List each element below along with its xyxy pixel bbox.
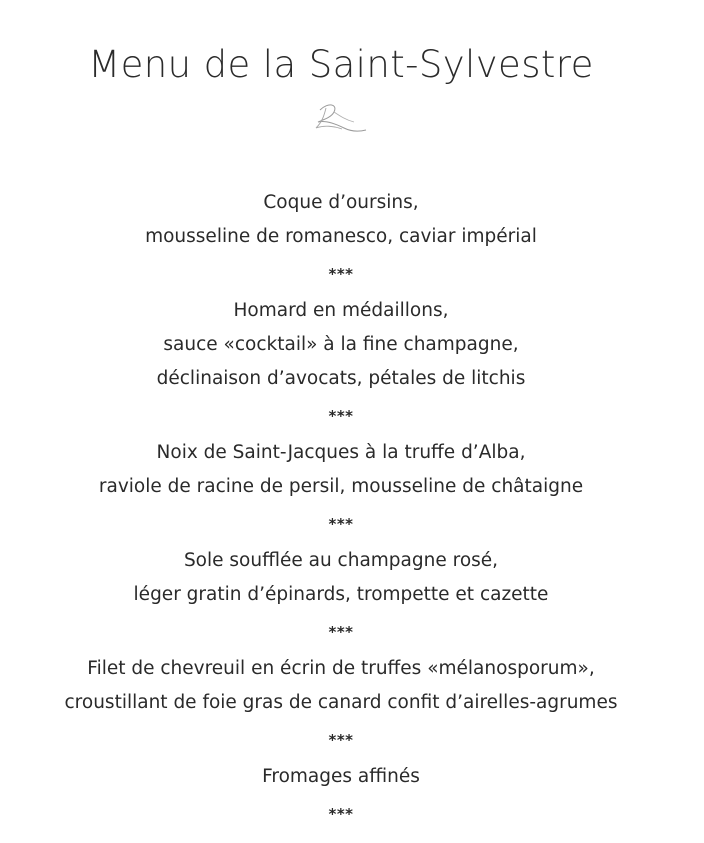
course-line: sauce «cocktail» à la fine champagne, — [163, 334, 519, 355]
course-line: Filet de chevreuil en écrin de truffes «mélanosporum», — [87, 658, 595, 679]
course-line: déclinaison d’avocats, pétales de litchis — [156, 368, 526, 389]
course-line: croustillant de foie gras de canard confit d’airelles-agrumes — [64, 692, 618, 713]
course-6 — [0, 760, 682, 794]
course-line: Noix de Saint-Jacques à la truffe d’Alba, — [156, 442, 526, 463]
course-5 — [0, 652, 682, 720]
course-3 — [0, 436, 682, 504]
course-1 — [0, 186, 682, 254]
course-separator: *** — [328, 623, 354, 641]
course-line: Coque d’oursins, — [263, 192, 419, 213]
course-line: Fromages affinés — [262, 766, 420, 787]
menu-courses — [0, 186, 682, 834]
course-line: léger gratin d’épinards, trompette et cazette — [133, 584, 549, 605]
course-line: mousseline de romanesco, caviar impérial — [145, 226, 537, 247]
course-line: Sole soufflée au champagne rosé, — [183, 550, 499, 571]
course-separator: *** — [328, 515, 354, 533]
course-line: raviole de racine de persil, mousseline de châtaigne — [98, 476, 584, 497]
course-separator: *** — [328, 407, 354, 425]
page-title: Menu de la Saint-Sylvestre — [88, 42, 594, 86]
course-separator: *** — [328, 805, 354, 823]
signature-monogram-icon — [310, 98, 370, 134]
course-line: Homard en médaillons, — [233, 300, 449, 321]
course-separator: *** — [328, 265, 354, 283]
course-4 — [0, 544, 682, 612]
course-separator: *** — [328, 731, 354, 749]
course-2 — [0, 294, 682, 396]
